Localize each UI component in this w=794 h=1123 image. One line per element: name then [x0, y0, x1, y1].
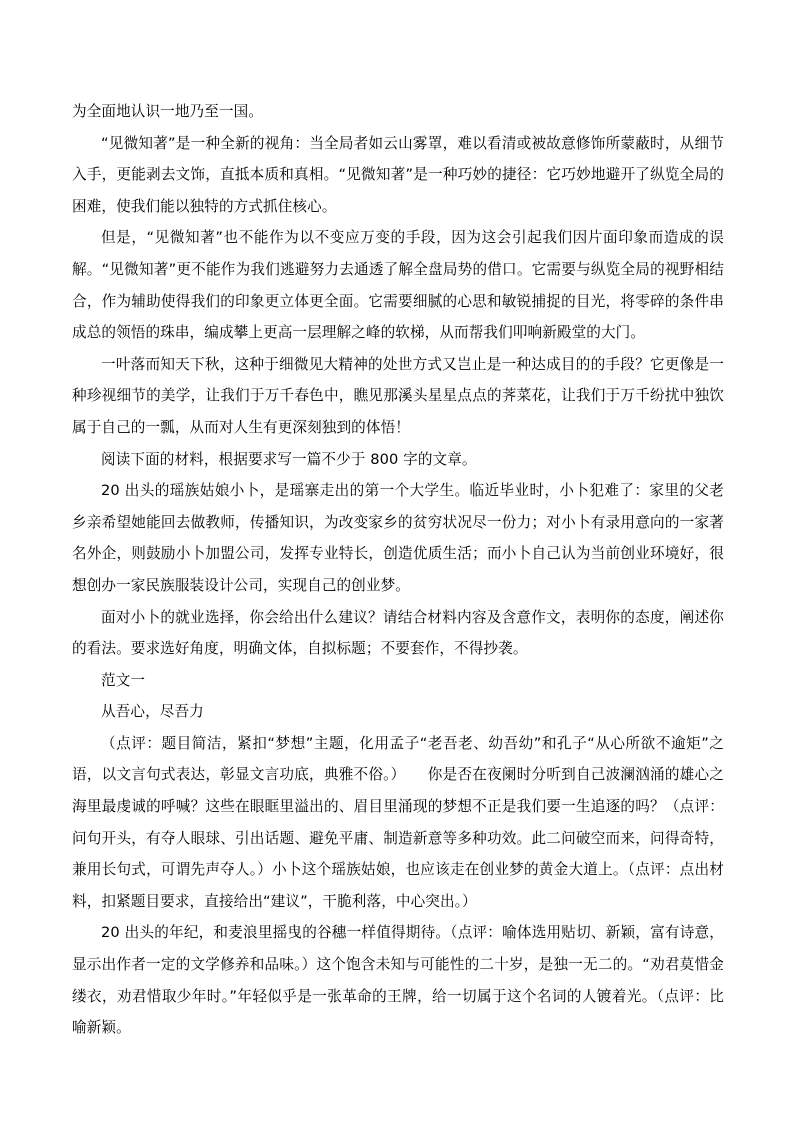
paragraph-perspective: “见微知著”是一种全新的视角：当全局者如云山雾罩，难以看清或被故意修饰所蒙蔽时，从细节入手，更能剥去文饰，直抵本质和真相。“见微知著”是一种巧妙的捷径：它巧妙地避开了纵览全局的困难，使我们能以独特的方式抓住核心。	[72, 134, 724, 215]
document-body	[72, 96, 724, 1044]
paragraph-intro-end: 为全面地认识一地乃至一国。	[72, 103, 264, 120]
sample-essay-title: 从吾心，尽吾力	[101, 703, 204, 721]
essay-requirements: 面对小卜的就业选择，你会给出什么建议？请结合材料内容及含意作文，表明你的态度，阐述你的看法。要求选好角度，明确文体，自拟标题；不要套作，不得抄袭。	[72, 608, 724, 658]
essay-material: 20 出头的瑶族姑娘小卜，是瑶寨走出的第一个大学生。临近毕业时，小卜犯难了：家里的父老乡亲希望她能回去做教师，传播知识，为改变家乡的贫穷状况尽一份力；对小卜有录用意向的一家著名外企，则鼓励小卜加盟公司，发挥专业特长，创造优质生活；而小卜自己认为当前创业环境好，很想创办一家民族服装设计公司，实现自己的创业梦。	[72, 482, 724, 594]
sample-essay-label: 范文一	[101, 671, 146, 689]
paragraph-limitation: 但是，“见微知著”也不能作为以不变应万变的手段，因为这会引起我们因片面印象而造成的误解。“见微知著”更不能作为我们逃避努力去通透了解全盘局势的借口。它需要与纵览全局的视野相结合，作为辅助使得我们的印象更立体更全面。它需要细腻的心思和敏锐捕捉的目光，将零碎的条件串成总的领悟的珠串，编成攀上更高一层理解之峰的软梯，从而帮我们叩响新殿堂的大门。	[72, 229, 724, 342]
sample-essay-paragraph-2: 20 出头的年纪，和麦浪里摇曳的谷穗一样值得期待。（点评：喻体选用贴切、新颖，富有诗意，显示出作者一定的文学修养和品味。）这个饱含未知与可能性的二十岁，是独一无二的。“劝君莫惜金缕衣，劝君惜取少年时。”年轻似乎是一张革命的王牌，给一切属于这个名词的人镀着光。（点评：比喻新颖。	[72, 924, 724, 1037]
paragraph-conclusion: 一叶落而知天下秋，这种于细微见大精神的处世方式又岂止是一种达成目的的手段？它更像是一种珍视细节的美学，让我们于万千春色中，瞧见那溪头星星点点的荠菜花，让我们于万千纷扰中独饮属于自己的一瓢，从而对人生有更深刻独到的体悟！	[72, 355, 724, 436]
essay-prompt-instruction: 阅读下面的材料，根据要求写一篇不少于 800 字的文章。	[101, 450, 477, 468]
sample-essay-paragraph-1: （点评：题目简洁，紧扣“梦想”主题，化用孟子“老吾老、幼吾幼”和孔子“从心所欲不逾矩”之语，以文言句式表达，彰显文言功底，典雅不俗。） 你是否在夜阑时分听到自己波澜汹涌的雄心之海里最虔诚的呼喊？这些在眼眶里溢出的、眉目里涌现的梦想不正是我们要一生追逐的吗？（点评：问句开头，有夺人眼球、引出话题、避免平庸、制造新意等多种功效。此二问破空而来，问得奇特，兼用长句式，可谓先声夺人。）小卜这个瑶族姑娘，也应该走在创业梦的黄金大道上。（点评：点出材料，扣紧题目要求，直接给出“建议”，干脆利落，中心突出。）	[72, 734, 724, 910]
